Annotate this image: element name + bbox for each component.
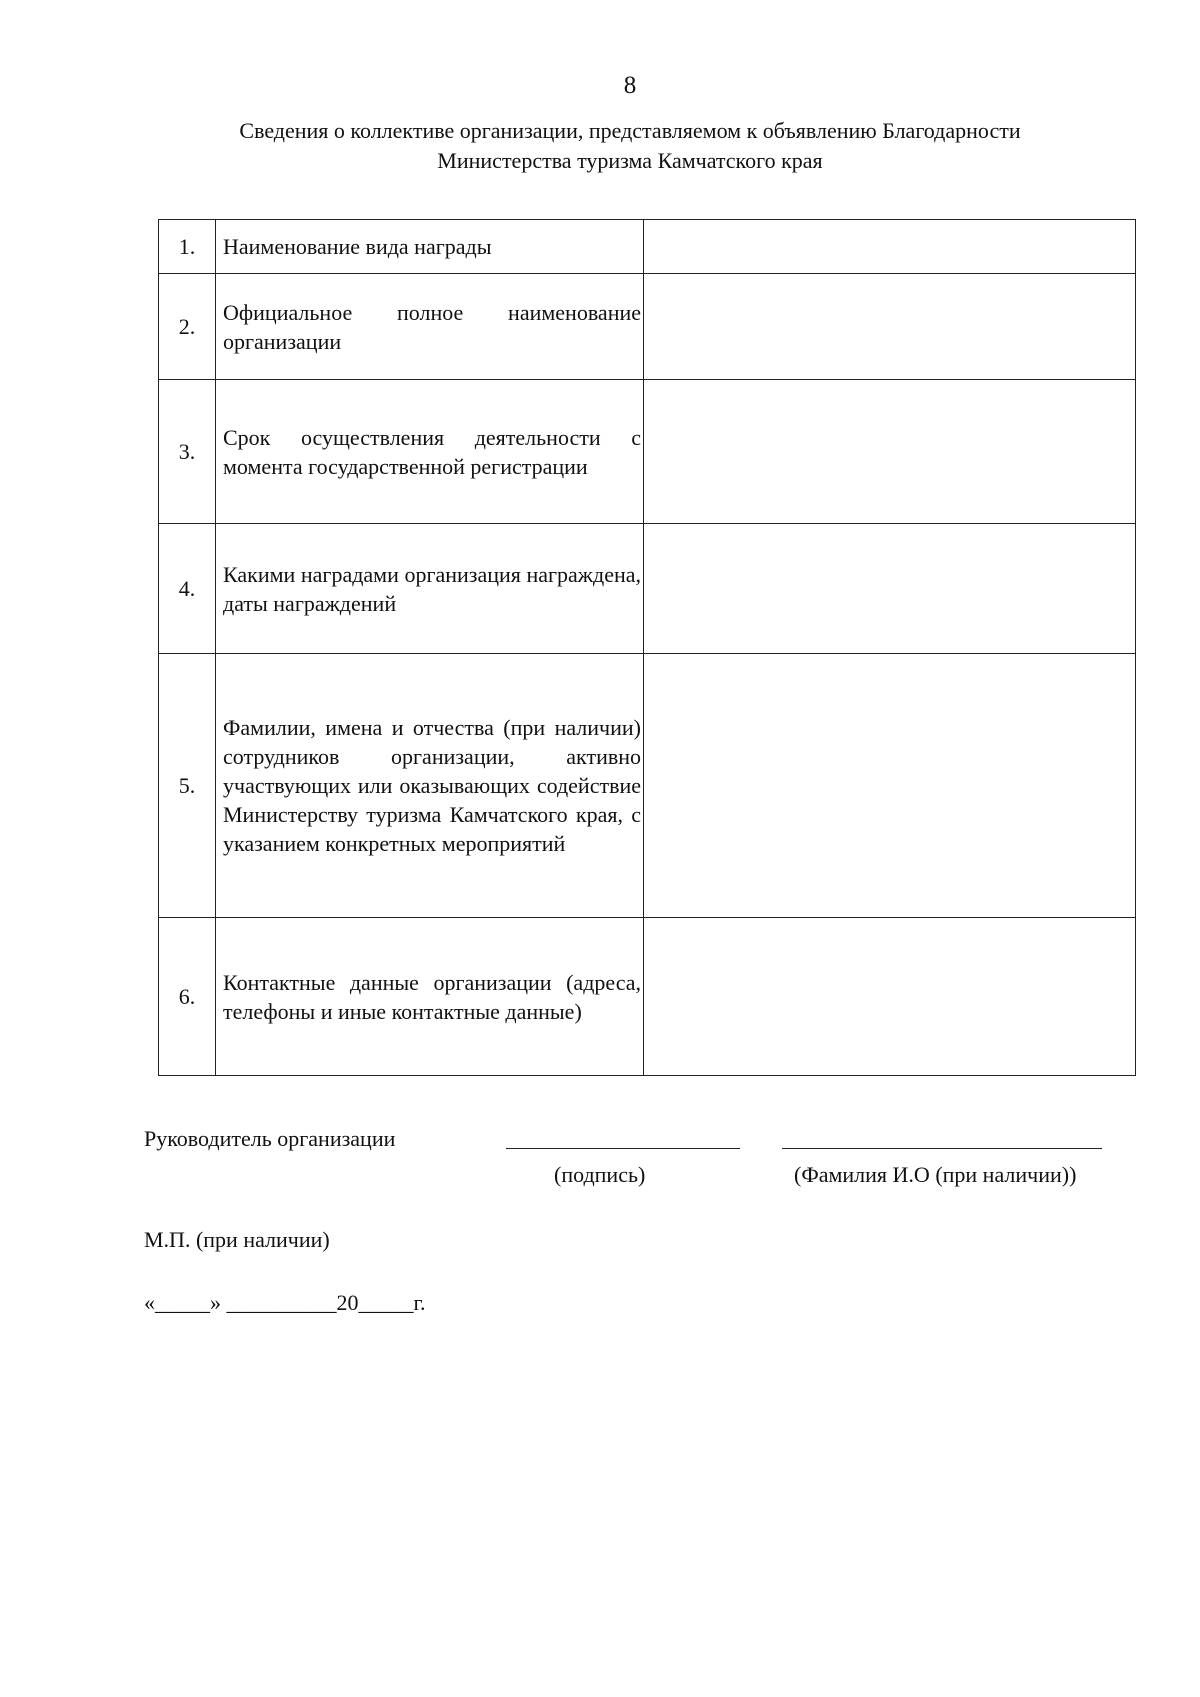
row-number: 2. (159, 274, 216, 380)
document-title (130, 116, 1130, 176)
signature-line[interactable] (506, 1148, 740, 1149)
row-label (216, 274, 644, 380)
award-info-table (158, 219, 1136, 1076)
signature-caption: (подпись) (554, 1162, 646, 1187)
row-label (216, 380, 644, 524)
name-caption: (Фамилия И.О (при наличии)) (794, 1162, 1077, 1187)
row-value-cell[interactable] (644, 380, 1136, 524)
row-number: 5. (159, 654, 216, 918)
row-value-cell[interactable] (644, 220, 1136, 274)
row-value-cell[interactable] (644, 654, 1136, 918)
table-row (159, 524, 1136, 654)
row-value-cell[interactable] (644, 918, 1136, 1076)
row-number: 4. (159, 524, 216, 654)
row-value-cell[interactable] (644, 524, 1136, 654)
table-row (159, 654, 1136, 918)
row-label (216, 654, 644, 918)
row-value-cell[interactable] (644, 274, 1136, 380)
row-number: 1. (159, 220, 216, 274)
date-line[interactable]: «_____» __________20_____г. (144, 1290, 426, 1315)
row-number: 6. (159, 918, 216, 1076)
table-row (159, 274, 1136, 380)
row-label-text: Наименование вида награды (223, 234, 492, 259)
row-label (216, 918, 644, 1076)
row-label (216, 220, 644, 274)
table-row (159, 918, 1136, 1076)
row-label-text: Какими наградами организация награждена, даты награждений (223, 561, 641, 616)
head-of-organization-label: Руководитель организации (144, 1126, 396, 1151)
row-number: 3. (159, 380, 216, 524)
page-number: 8 (623, 72, 637, 99)
name-line[interactable] (782, 1148, 1102, 1149)
row-label-text: Срок осуществления деятельности с момента государственной регистрации (223, 424, 641, 479)
table-row (159, 380, 1136, 524)
table-row (159, 220, 1136, 274)
title-line-2: Министерства туризма Камчатского края (437, 148, 823, 173)
row-label (216, 524, 644, 654)
row-label-text: Фамилии, имена и отчества (при наличии) сотрудников организации, активно участвующих или оказывающих содействие Министерству туризма Камчатского края, с указанием конкретных мероприятий (223, 715, 641, 856)
row-label-text: Официальное полное наименование организации (223, 299, 641, 354)
stamp-label: М.П. (при наличии) (144, 1227, 330, 1252)
title-line-1: Сведения о коллективе организации, представляемом к объявлению Благодарности (239, 118, 1021, 143)
row-label-text: Контактные данные организации (адреса, телефоны и иные контактные данные) (223, 969, 641, 1024)
